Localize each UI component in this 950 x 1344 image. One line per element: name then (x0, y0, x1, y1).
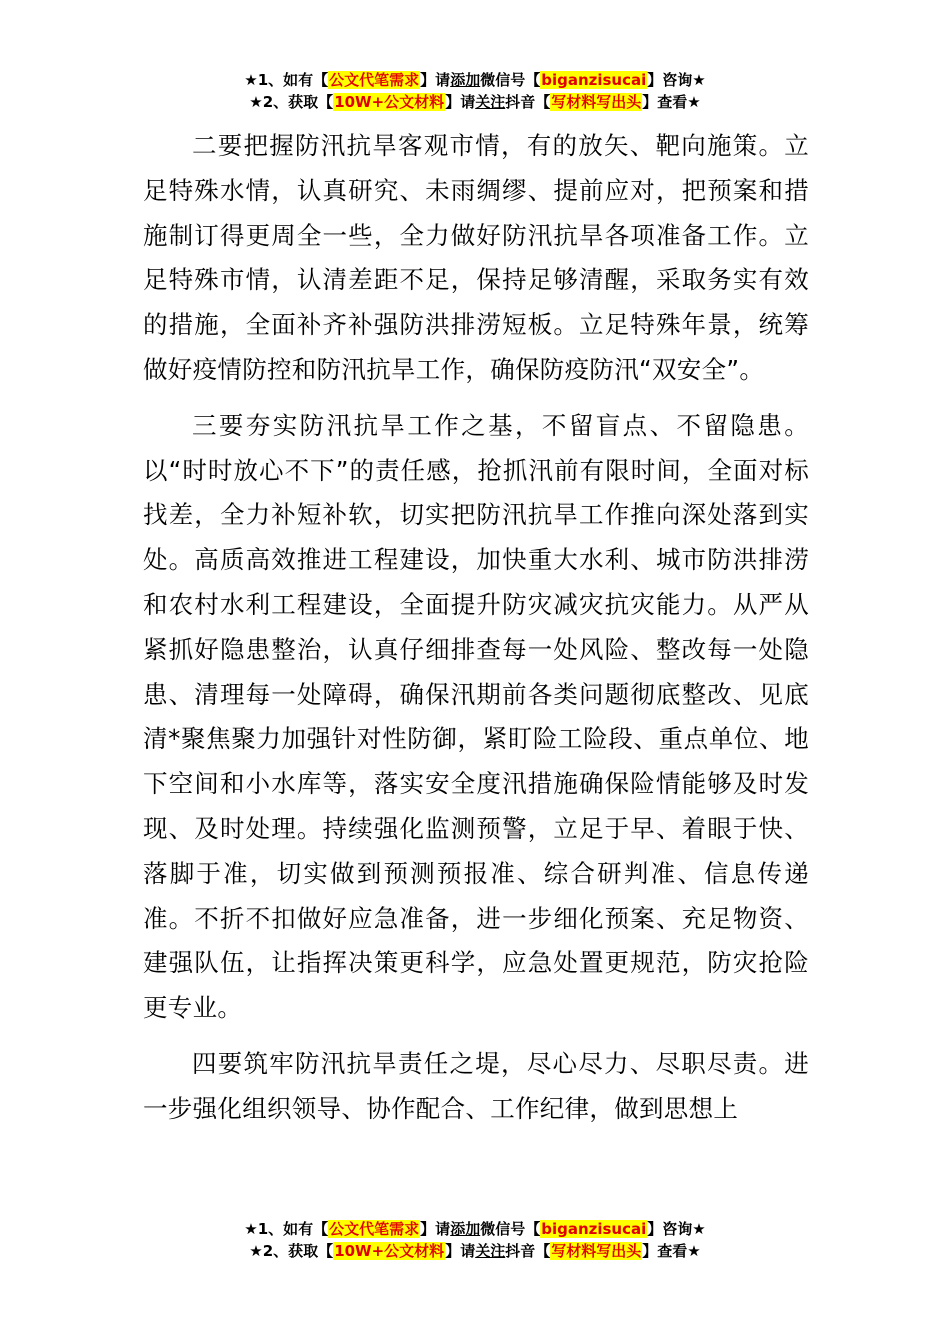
highlight-text: 写材料写出头 (551, 93, 642, 111)
paragraph-2: 二要把握防汛抗旱客观市情，有的放矢、靶向施策。立足特殊水情，认真研究、未雨绸缪、提前应对，把预案和措施制订得更周全一些，全力做好防汛抗旱各项准备工作。立足特殊市情，认清差距不足，保持足够清醒，采取务实有效的措施，全面补齐补强防洪排涝短板。立足特殊年景，统筹做好疫情防控和防汛抗旱工作，确保防疫防汛“双安全”。 (143, 131, 809, 384)
banner-text: 抖音【 (505, 1242, 551, 1260)
highlight-text: 10W+公文材料 (334, 1242, 445, 1260)
banner-text: 】咨询★ (647, 1220, 706, 1238)
highlight-text: 写材料写出头 (551, 1242, 642, 1260)
highlight-text: 公文代笔需求 (329, 1220, 420, 1238)
banner-text: 】请 (445, 1242, 476, 1260)
highlight-text: 公文代笔需求 (329, 71, 420, 89)
banner-line-2 (0, 91, 950, 113)
banner-line-1 (0, 69, 950, 91)
highlight-text: biganzisucai (541, 71, 647, 89)
banner-text: 抖音【 (505, 93, 551, 111)
underlined-text: 添加 (450, 1220, 481, 1238)
banner-text: 】请 (420, 1220, 451, 1238)
banner-text: 微信号【 (480, 71, 541, 89)
highlight-text: biganzisucai (541, 1220, 647, 1238)
underlined-text: 添加 (450, 71, 481, 89)
highlight-text: 10W+公文材料 (334, 93, 445, 111)
paragraph-3: 三要夯实防汛抗旱工作之基，不留盲点、不留隐患。以“时时放心不下”的责任感，抢抓汛前有限时间，全面对标找差，全力补短补软，切实把防汛抗旱工作推向深处落到实处。高质高效推进工程建设，加快重大水利、城市防洪排涝和农村水利工程建设，全面提升防灾减灾抗灾能力。从严从紧抓好隐患整治，认真仔细排查每一处风险、整改每一处隐患、清理每一处障碍，确保汛期前各类问题彻底整改、见底清*聚焦聚力加强针对性防御，紧盯险工险段、重点单位、地下空间和小水库等，落实安全度汛措施确保险情能够及时发现、及时处理。持续强化监测预警，立足于早、着眼于快、落脚于准，切实做到预测预报准、综合研判准、信息传递准。不折不扣做好应急准备，进一步细化预案、充足物资、建强队伍，让指挥决策更科学，应急处置更规范，防灾抢险更专业。 (143, 410, 809, 1023)
banner-text: ★2、获取【 (249, 1242, 334, 1260)
banner-text: ★1、如有【 (244, 71, 329, 89)
banner-text: 】咨询★ (647, 71, 706, 89)
banner-text: ★1、如有【 (244, 1220, 329, 1238)
banner-text: 】查看★ (642, 1242, 701, 1260)
underlined-text: 关注 (475, 1242, 506, 1260)
banner-line-1 (0, 1218, 950, 1240)
banner-text: ★2、获取【 (249, 93, 334, 111)
banner-text: 】请 (420, 71, 451, 89)
paragraph-4: 四要筑牢防汛抗旱责任之堤，尽心尽力、尽职尽责。进一步强化组织领导、协作配合、工作纪律，做到思想上 (143, 1048, 809, 1123)
banner-text: 微信号【 (480, 1220, 541, 1238)
footer-banner (0, 1218, 950, 1262)
banner-text: 】请 (445, 93, 476, 111)
document-body (143, 124, 809, 1132)
banner-text: 】查看★ (642, 93, 701, 111)
underlined-text: 关注 (475, 93, 506, 111)
banner-line-2 (0, 1240, 950, 1262)
header-banner (0, 69, 950, 113)
